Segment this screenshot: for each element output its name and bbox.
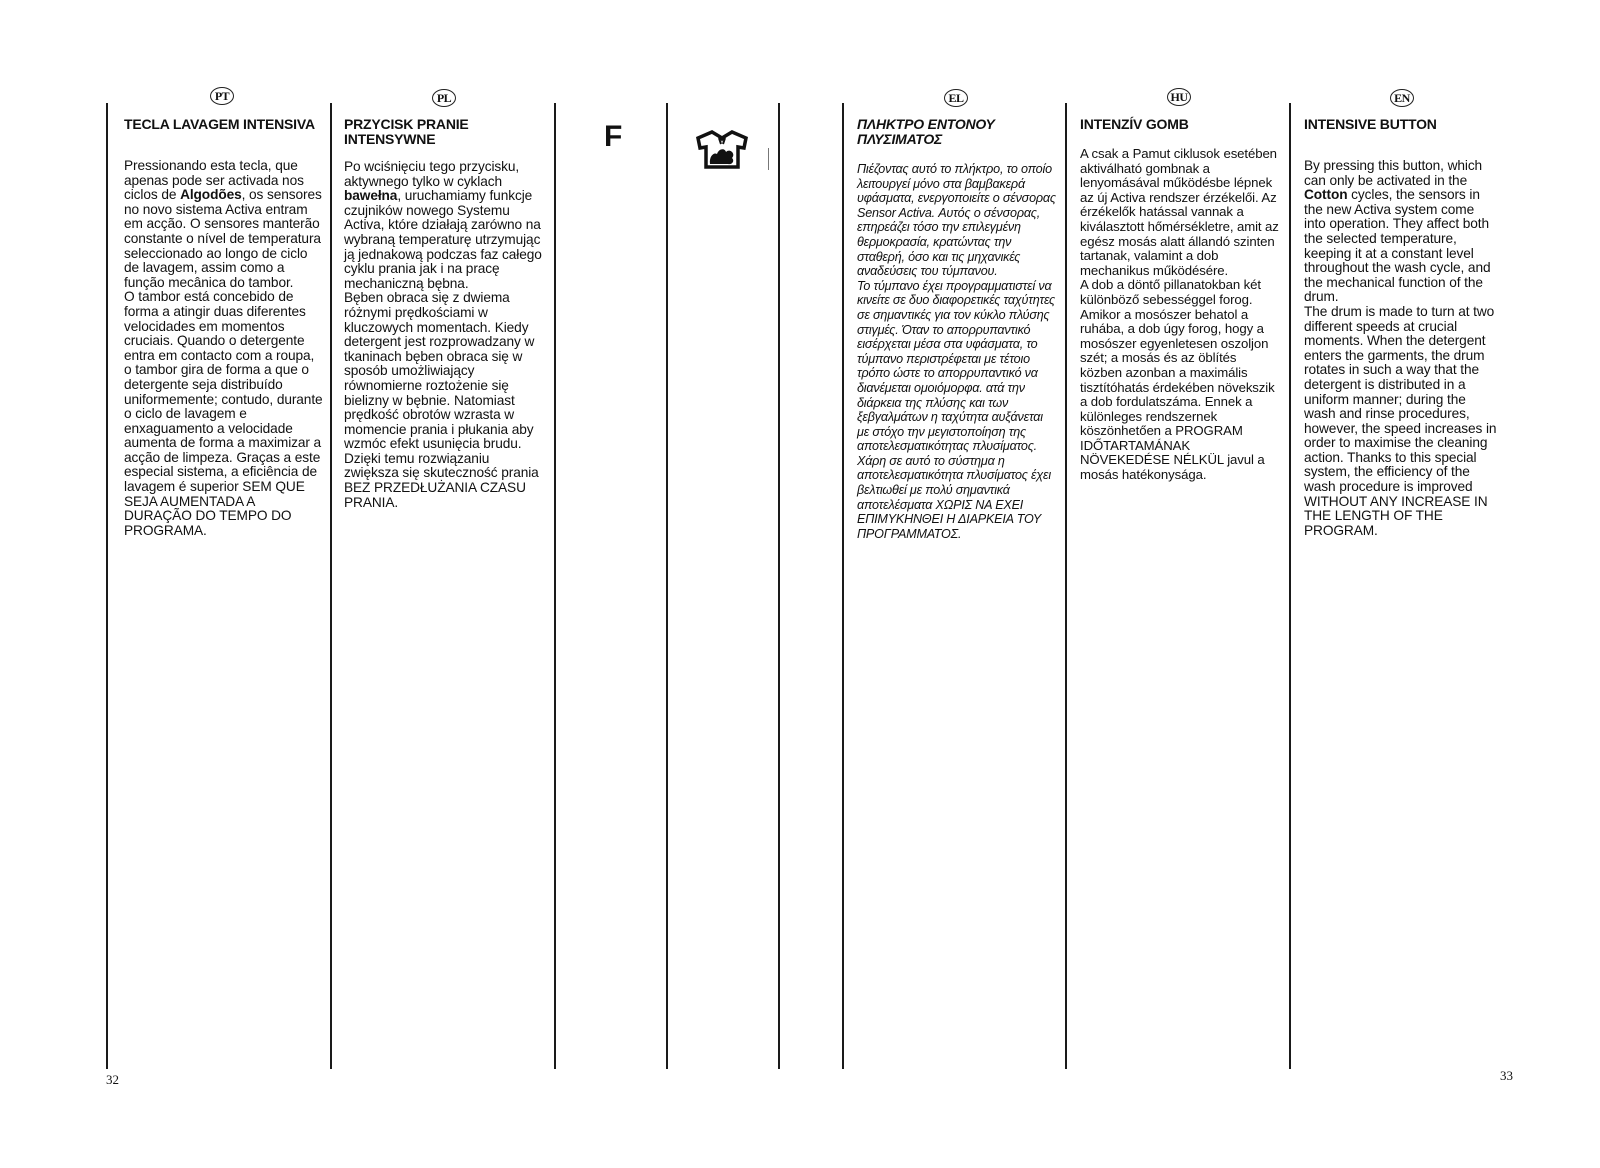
intensive-wash-shirt-icon <box>694 128 750 170</box>
paragraph-en-1: By pressing this button, which can only be activated in the Cotton cycles, the sensors in the new Activa system come into operation. They affect both the selected temperature, keeping it at a constant level throughout the wash cycle, and the mechanical function of the drum. <box>1304 158 1491 305</box>
paragraph-pt-1: Pressionando esta tecla, que apenas pode ser activada nos ciclos de Algodões, os sensores no novo sistema Activa entram em acção. O sensores manterão constante o nível de temperatura seleccionado ao longo de ciclo de lavagem, assim como a função mecânica do tambor. <box>124 158 322 290</box>
column-pt <box>124 117 324 538</box>
column-divider <box>666 103 668 1069</box>
language-badge-en: EN <box>1390 89 1414 107</box>
language-badge-hu: HU <box>1167 88 1191 106</box>
page-number-left: 32 <box>106 1072 119 1087</box>
page-number-right: 33 <box>1500 1068 1513 1083</box>
column-divider <box>1289 103 1291 1069</box>
column-hu <box>1080 117 1280 483</box>
paragraph-pl-2: Bęben obraca się z dwiema różnymi prędkościami w kluczowych momentach. Kiedy detergent jest rozprowadzany w tkaninach bęben obraca się w sposób umożliwiający równomierne roztożenie się bielizny w bębnie. Natomiast prędkość obrotów wzrasta w momencie prania i płukania aby wzmóc efekt usunięcia brudu. <box>344 290 535 452</box>
paragraph-pl-3: Dzięki temu rozwiązaniu zwiększa się skuteczność prania BEZ PRZEDŁUŻANIA CZASU PRANIA. <box>344 450 539 510</box>
language-badge-el: EL <box>944 89 968 107</box>
column-divider <box>842 103 844 1069</box>
heading-hu: INTENZÍV GOMB <box>1080 116 1189 132</box>
language-badge-pl: PL <box>432 89 456 107</box>
column-divider <box>554 103 556 1069</box>
paragraph-hu-1: A csak a Pamut ciklusok esetében aktiválható gombnak a lenyomásával működésbe lépnek az új Activa rendszer érzékelői. Az érzékelők hatással vannak a kiválasztott hőmérsékletre, amit az egész mosás alatt állandó szinten tartanak, valamint a dob mechanikus működésére. <box>1080 146 1279 278</box>
heading-el: ΠΛΗΚΤΡΟ ΕΝΤΟΝΟΥ ΠΛΥΣΙΜΑΤΟΣ <box>857 116 995 147</box>
column-divider <box>1065 103 1067 1069</box>
column-divider <box>330 103 332 1069</box>
paragraph-pt-2: O tambor está concebido de forma a atingir duas diferentes velocidades em momentos cruciais. Quando o detergente entra em contacto com a roupa, o tambor gira de forma a que o detergente seja distribuído uniformemente; contudo, durante o ciclo de lavagem e enxaguamento a velocidade aumenta de forma a maximizar a acção de limpeza. Graças a este especial sistema, a eficiência de lavagem é superior SEM QUE SEJA AUMENTADA A DURAÇÃO DO TEMPO DO PROGRAMA. <box>124 289 323 538</box>
paragraph-el-1: Πιέζοντας αυτό το πλήκτρο, το οποίο λειτουργεί μόνο στα βαμβακερά υφάσματα, ενεργοποιείτε ο σένσορας Sensor Activa. Αυτός ο σένσορας, επηρεάζει τόσο την επιλεγμένη θερμοκρασία, κρατώντας την σταθερή, όσο και τις μηχανικές αναδεύσεις του τύμπανου. <box>857 162 1056 279</box>
column-el <box>857 117 1057 541</box>
column-divider <box>778 103 780 1069</box>
column-divider <box>106 103 108 1069</box>
heading-pl: PRZYCISK PRANIE INTENSYWNE <box>344 116 469 147</box>
paragraph-el-2: Το τύμπανο έχει προγραμματιστεί να κινείτε σε δυο διαφορετικές ταχύτητες σε σημαντικές για τον κύκλο πλύσης στιγμές. Όταν το απορρυπαντικό εισέρχεται μέσα στα υφάσματα, το τύμπανο περιστρέφεται με τέτοιο τρόπο ώστε το απορρυπαντικό να διανέμεται ομοιόμορφα. ατά την διάρκεια της πλύσης και των ξεβγαλμάτων η ταχύτητα αυξάνεται με στόχο την μεγιστοποίηση της αποτελεσματικότητας πλυσίματος. Χάρη σε αυτό το σύστημα η αποτελεσματικότητα πλυσίματος έχει βελτιωθεί με πολύ σημαντικά αποτελέσματα ΧΩΡΙΣ ΝΑ ΕΧΕΙ ΕΠΙΜΥΚΗΝΘΕΙ Η ΔΙΑΡΚΕΙΑ ΤΟΥ ΠΡΟΓΡΑΜΜΑΤΟΣ. <box>857 278 1055 541</box>
heading-en: INTENSIVE BUTTON <box>1304 116 1437 132</box>
column-en <box>1304 117 1498 538</box>
paragraph-en-2: The drum is made to turn at two different speeds at crucial moments. When the detergent enters the garments, the drum rotates in such a way that the detergent is distributed in a uniform manner; during the wash and rinse procedures, however, the speed increases in order to maximise the cleaning action. Thanks to this special system, the efficiency of the wash procedure is improved WITHOUT ANY INCREASE IN THE LENGTH OF THE PROGRAM. <box>1304 303 1497 538</box>
paragraph-pl-1: Po wciśnięciu tego przycisku, aktywnego tylko w cyklach bawełna, uruchamiamy funkcje czujników nowego Systemu Activa, które działają zarówno na wybraną temperaturę utrzymując ją jednakową podczas faz całego cyklu prania jak i na pracę mechaniczną bębna. <box>344 159 542 291</box>
column-pl <box>344 117 544 510</box>
paragraph-hu-2: A dob a döntő pillanatokban két különböző sebességgel forog. Amikor a mosószer behatol a ruhába, a dob úgy forog, hogy a mosószer egyenletesen oszoljon szét; a mosás és az öblítés közben azonban a maximális tisztítóhatás érdekében növekszik a dob fordulatszáma. Ennek a különleges rendszernek köszönhetően a PROGRAM IDŐTARTAMÁNAK NÖVEKEDÉSE NÉLKÜL javul a mosás hatékonysága. <box>1080 277 1275 483</box>
symbol-letter: F <box>604 120 623 153</box>
heading-pt: TECLA LAVAGEM INTENSIVA <box>124 116 315 132</box>
short-mark <box>768 148 769 170</box>
language-badge-pt: PT <box>210 87 234 105</box>
